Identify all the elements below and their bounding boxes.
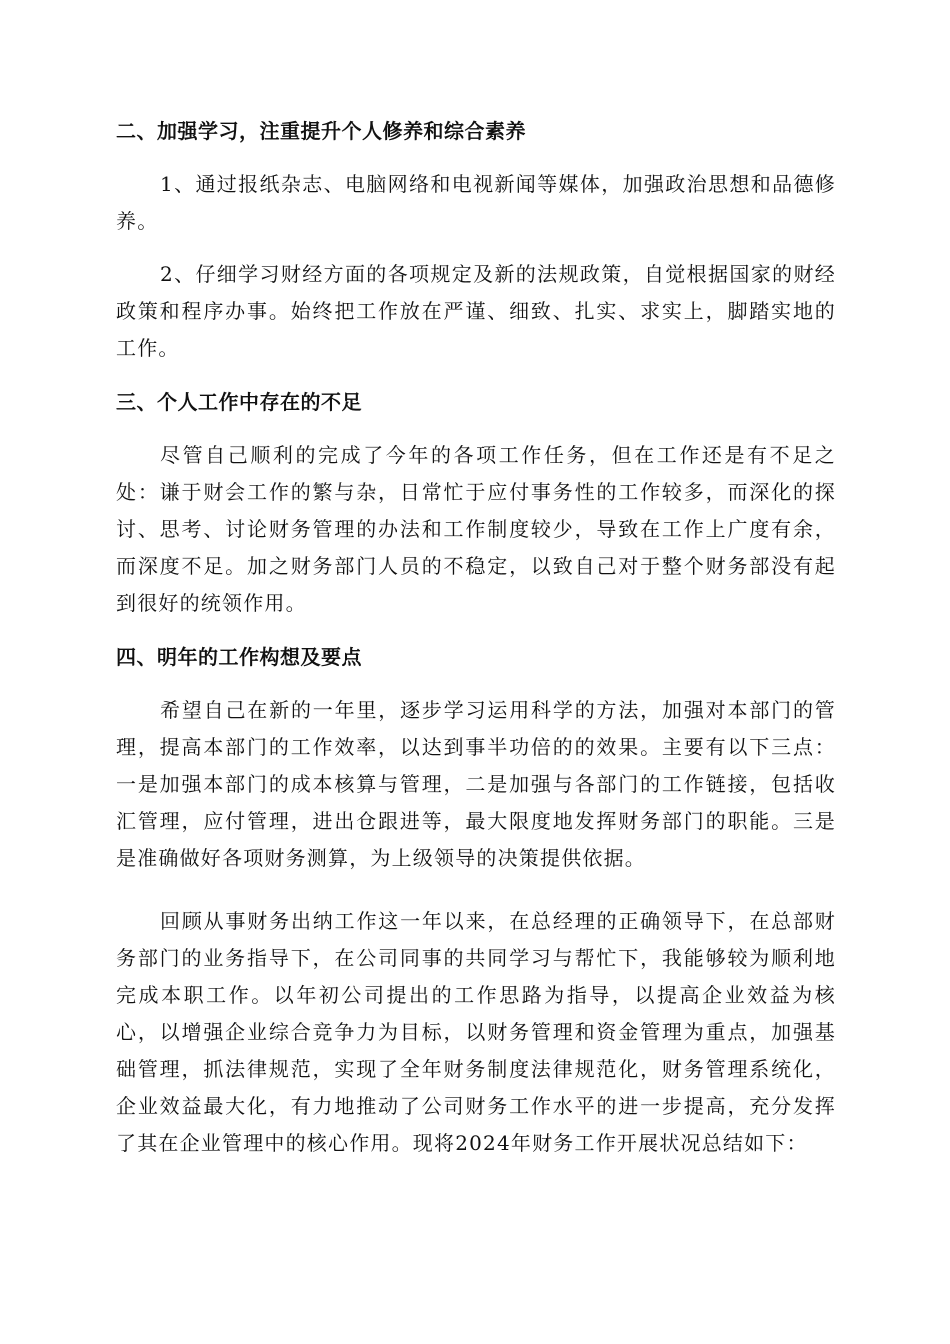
section-heading-4: 四、明年的工作构想及要点 — [116, 645, 362, 669]
paragraph: 回顾从事财务出纳工作这一年以来，在总经理的正确领导下，在总部财务部门的业务指导下，在公司同事的共同学习与帮忙下，我能够较为顺利地完成本职工作。以年初公司提出的工作思路为指导，以提高企业效益为核心，以增强企业综合竞争力为目标，以财务管理和资金管理为重点，加强基础管理，抓法律规范，实现了全年财务制度法律规范化，财务管理系统化，企业效益最大化，有力地推动了公司财务工作水平的进一步提高，充分发挥了其在企业管理中的核心作用。现将2024年财务工作开展状况总结如下： — [116, 909, 836, 1155]
paragraph: 2、仔细学习财经方面的各项规定及新的法规政策，自觉根据国家的财经政策和程序办事。始终把工作放在严谨、细致、扎实、求实上，脚踏实地的工作。 — [116, 262, 836, 360]
paragraph: 1、通过报纸杂志、电脑网络和电视新闻等媒体，加强政治思想和品德修养。 — [116, 172, 836, 233]
section-heading-3: 三、个人工作中存在的不足 — [116, 390, 362, 414]
section-heading-2: 二、加强学习，注重提升个人修养和综合素养 — [116, 119, 526, 143]
paragraph: 尽管自己顺利的完成了今年的各项工作任务，但在工作还是有不足之处：谦于财会工作的繁与杂，日常忙于应付事务性的工作较多，而深化的探讨、思考、讨论财务管理的办法和工作制度较少，导致在工作上广度有余，而深度不足。加之财务部门人员的不稳定，以致自己对于整个财务部没有起到很好的统领作用。 — [116, 443, 836, 615]
document-page — [116, 96, 836, 1178]
paragraph: 希望自己在新的一年里，逐步学习运用科学的方法，加强对本部门的管理，提高本部门的工作效率，以达到事半功倍的的效果。主要有以下三点：一是加强本部门的成本核算与管理，二是加强与各部门的工作链接，包括收汇管理，应付管理，进出仓跟进等，最大限度地发挥财务部门的职能。三是是准确做好各项财务测算，为上级领导的决策提供依据。 — [116, 698, 836, 870]
